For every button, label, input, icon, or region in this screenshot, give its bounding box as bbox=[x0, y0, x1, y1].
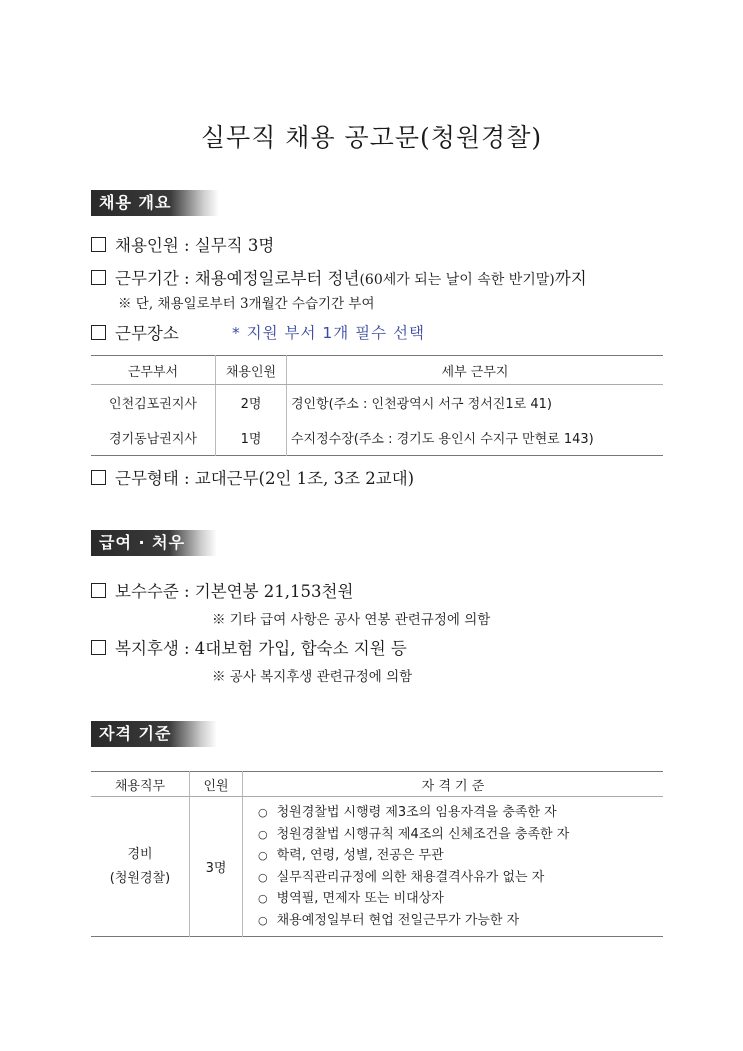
work-type-line bbox=[91, 465, 414, 489]
salary-line bbox=[91, 578, 353, 602]
welfare-line bbox=[91, 635, 407, 659]
checkbox-icon bbox=[91, 640, 106, 655]
criteria-cell bbox=[243, 797, 664, 937]
salary-note: ※ 기타 급여 사항은 공사 연봉 관련규정에 의함 bbox=[212, 612, 491, 628]
checkbox-icon bbox=[91, 583, 106, 598]
list-item: ○ 병역필, 면제자 또는 비대상자 bbox=[258, 888, 662, 910]
table-row bbox=[91, 797, 663, 937]
table-header: 채용직무 bbox=[91, 772, 190, 797]
count-cell: 3명 bbox=[190, 797, 243, 937]
section-header-qualification: 자격 기준 bbox=[91, 721, 217, 747]
table-header-row bbox=[91, 772, 663, 797]
period-text: 근무기간 : 채용예정일로부터 정년 bbox=[115, 269, 360, 288]
salary-text: 보수수준 : 기본연봉 21,153천원 bbox=[115, 582, 354, 601]
welfare-text: 복지후생 : 4대보험 가입, 합숙소 지원 등 bbox=[115, 639, 407, 658]
table-cell: 수지정수장(주소 : 경기도 용인시 수지구 만현로 143) bbox=[287, 420, 664, 456]
workplace-table bbox=[91, 355, 663, 456]
table-header: 인원 bbox=[190, 772, 243, 797]
table-header: 채용인원 bbox=[216, 356, 287, 385]
period-end: 까지 bbox=[554, 269, 587, 288]
page-title: 실무직 채용 공고문(청원경찰) bbox=[200, 123, 543, 152]
job-cell bbox=[91, 797, 190, 937]
place-line bbox=[91, 320, 179, 344]
table-cell: 1명 bbox=[216, 420, 287, 456]
section-header-overview: 채용 개요 bbox=[91, 190, 219, 216]
recruit-text: 채용인원 : 실무직 3명 bbox=[115, 236, 275, 255]
table-cell: 인천김포권지사 bbox=[109, 397, 197, 412]
criteria-list bbox=[244, 798, 662, 935]
table-header: 세부 근무지 bbox=[287, 356, 664, 385]
section-header-pay: 급여 · 처우 bbox=[91, 530, 217, 556]
list-item: ○ 실무직관리규정에 의한 채용결격사유가 없는 자 bbox=[258, 867, 662, 889]
table-row bbox=[91, 385, 663, 421]
table-cell: 경인항(주소 : 인천광역시 서구 정서진1로 41) bbox=[287, 385, 664, 421]
job-title: 경비 bbox=[127, 846, 153, 862]
period-note: ※ 단, 채용일로부터 3개월간 수습기간 부여 bbox=[118, 296, 375, 312]
list-item: ○ 학력, 연령, 성별, 전공은 무관 bbox=[258, 845, 662, 867]
table-header: 근무부서 bbox=[91, 356, 216, 385]
checkbox-icon bbox=[91, 470, 106, 485]
table-cell: 경기동남권지사 bbox=[109, 432, 197, 447]
table-row bbox=[91, 420, 663, 456]
table-header-row bbox=[91, 356, 663, 385]
table-cell: 2명 bbox=[216, 385, 287, 421]
place-label: 근무장소 bbox=[115, 324, 179, 343]
checkbox-icon bbox=[91, 237, 106, 252]
job-subtitle: (청원경찰) bbox=[109, 870, 171, 886]
period-line bbox=[91, 265, 587, 289]
list-item: ○ 청원경찰법 시행령 제3조의 임용자격을 충족한 자 bbox=[258, 802, 662, 824]
welfare-note: ※ 공사 복지후생 관련규정에 의함 bbox=[212, 669, 413, 685]
table-header: 자 격 기 준 bbox=[243, 772, 664, 797]
checkbox-icon bbox=[91, 325, 106, 340]
work-type-text: 근무형태 : 교대근무(2인 1조, 3조 2교대) bbox=[115, 469, 415, 488]
qualification-table bbox=[91, 771, 663, 937]
list-item: ○ 청원경찰법 시행규칙 제4조의 신체조건을 충족한 자 bbox=[258, 824, 662, 846]
recruit-line bbox=[91, 232, 274, 256]
place-note: * 지원 부서 1개 필수 선택 bbox=[232, 324, 426, 342]
list-item: ○ 채용예정일부터 현업 전일근무가 가능한 자 bbox=[258, 910, 662, 932]
period-detail: (60세가 되는 날이 속한 반기말) bbox=[359, 272, 555, 288]
checkbox-icon bbox=[91, 270, 106, 285]
